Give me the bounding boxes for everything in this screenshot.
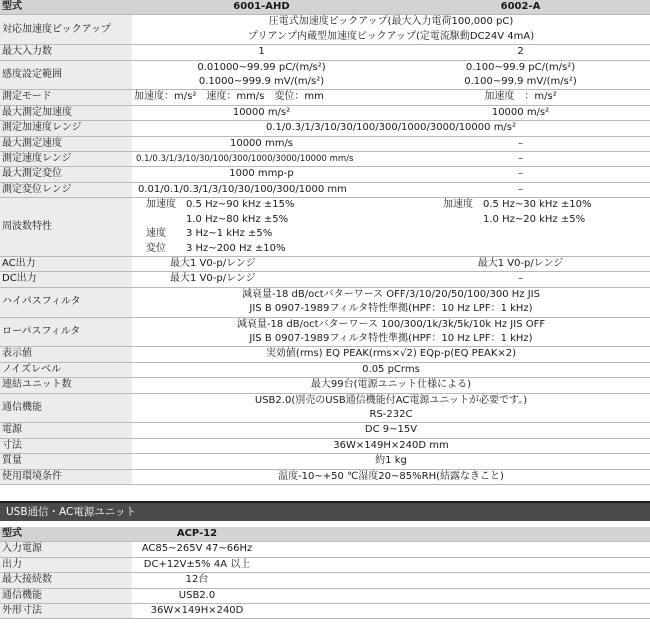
row-label: 最大接続数 [0,573,132,588]
table-row-comm [0,393,650,423]
ac-out-6002: 最大1 V0-p/レンジ [477,257,564,269]
row-label: ローパスフィルタ [0,317,132,347]
hpf-line1: 減衰量-18 dB/octバターワース OFF/3/10/20/50/100/300 Hz JIS [242,288,540,300]
row-label: 感度設定範囲 [0,60,132,90]
freq2-accel-1: 0.5 Hz~30 kHz ±10% [483,199,592,211]
row-label: 測定速度レンジ [0,152,132,167]
display-value: 実効値(rms) EQ PEAK(rms×√2) EQp-p(EQ PEAK×2) [265,348,517,360]
freq-accel-name: 加速度 [146,199,176,211]
row-label: ハイパスフィルタ [0,287,132,317]
freq-vel: 3 Hz~1 kHz ±5% [186,228,273,240]
freq-disp: 3 Hz~200 Hz ±10% [186,242,286,254]
row-label: 表示値 [0,347,132,362]
usb-section-title: USB通信・AC電源ユニット [0,501,650,521]
table-row-disp-range [0,182,650,197]
vel-range-6002: – [518,153,523,165]
row-value: USB2.0 [178,589,216,601]
freq-disp-name: 変位 [146,242,166,254]
max-accel-6001: 10000 m/s² [232,106,291,118]
table-row-sensitivity [0,60,650,90]
row-label: 通信機能 [0,588,132,603]
lpf-line1: 減衰量-18 dB/octバターワース 100/300/1k/3k/5k/10k Hz JIS OFF [236,318,546,330]
table-row-pickup [0,15,650,45]
table-row [0,557,650,572]
row-label: 測定変位レンジ [0,182,132,197]
freq2-accel-2: 1.0 Hz~20 kHz ±5% [483,213,586,225]
usb-model: ACP-12 [132,527,262,542]
max-disp-6001: 1000 mmp-p [229,168,294,180]
sensitivity-6002-pc: 0.100~99.9 pC/(m/s²) [465,61,576,73]
max-vel-6002: – [518,137,523,149]
table-row-mode [0,90,650,105]
power-value: DC 9~15V [364,424,418,436]
row-label: AC出力 [0,256,132,271]
table-row-accel-range [0,121,650,136]
freq-vel-name: 速度 [146,228,166,240]
env-value: 温度-10~+50 ℃湿度20~85%RH(結露なきこと) [278,470,504,482]
model-6002: 6002-A [391,0,650,15]
disp-range-6001: 0.01/0.1/0.3/1/3/10/30/100/300/1000 mm [138,183,347,195]
table-row-max-disp [0,167,650,182]
table-row-dc-out [0,272,650,287]
table-row-hpf [0,287,650,317]
usb-header-label: 型式 [0,527,132,542]
freq2-accel-name: 加速度 [443,199,473,211]
mass-value: 約1 kg [375,455,407,467]
table-row-max-vel [0,136,650,151]
table-row-vel-range [0,152,650,167]
comm-line1: USB2.0(別売のUSB通信機能付AC電源ユニットが必要です。) [254,394,528,406]
table-header-row [0,0,650,15]
table-row-lpf [0,317,650,347]
table-row-max-accel [0,105,650,120]
table-row-freq [0,198,650,257]
hpf-line2: JIS B 0907-1989フィルタ特性準拠(HPF：10 Hz LPF：1 kHz) [249,303,533,315]
row-label: 最大測定加速度 [0,105,132,120]
row-label: 最大測定速度 [0,136,132,151]
row-label: 出力 [0,557,132,572]
table-row [0,542,650,557]
row-label: 周波数特性 [0,198,132,257]
table-row-size [0,438,650,453]
table-row-power [0,423,650,438]
dc-out-6001: 最大1 V0-p/レンジ [170,273,256,285]
table-row-env [0,469,650,484]
table-row [0,604,650,619]
sensitivity-6001-mv: 0.1000~999.9 mV/(m/s²) [198,76,325,88]
row-label: 外形寸法 [0,604,132,619]
table-row-display [0,347,650,362]
dc-out-6002: – [518,273,523,285]
row-label: 質量 [0,454,132,469]
row-label: 連結ユニット数 [0,378,132,393]
vel-range-6001: 0.1/0.3/1/3/10/30/100/300/1000/3000/10000 mm/s [136,154,354,165]
sensitivity-6001-pc: 0.01000~99.99 pC/(m/s²) [197,61,326,73]
disp-range-6002: – [518,183,523,195]
row-label: 最大測定変位 [0,167,132,182]
comm-line2: RS-232C [369,408,413,420]
row-label: 通信機能 [0,393,132,423]
table-row-max-inputs [0,45,650,60]
noise-value: 0.05 pCrms [362,363,420,375]
row-label: 使用環境条件 [0,469,132,484]
max-disp-6002: – [518,168,523,180]
max-inputs-6001: 1 [258,46,265,58]
table-row-mass [0,454,650,469]
row-label: 入力電源 [0,542,132,557]
freq-accel-1: 0.5 Hz~90 kHz ±15% [186,199,295,211]
row-value: 36W×149H×240D [150,605,244,617]
table-row-units [0,378,650,393]
mode-6002: 加速度 ：m/s² [484,91,557,103]
table-row-noise [0,362,650,377]
max-vel-6001: 10000 mm/s [229,137,294,149]
row-label: 電源 [0,423,132,438]
model-6001: 6001-AHD [132,0,391,15]
ac-out-6001: 最大1 V0-p/レンジ [170,257,256,269]
row-value: AC85~265V 47~66Hz [141,543,253,555]
row-label: 測定モード [0,90,132,105]
row-label: 寸法 [0,438,132,453]
usb-spec-table [0,527,650,619]
max-accel-6002: 10000 m/s² [491,106,550,118]
mode-6001: 加速度：m/s² 速度：mm/s 変位：mm [134,91,324,103]
row-label: DC出力 [0,272,132,287]
row-label: 対応加速度ピックアップ [0,15,132,45]
freq-accel-2: 1.0 Hz~80 kHz ±5% [186,213,289,225]
row-value: DC+12V±5% 4A 以上 [143,558,251,570]
row-value: 12台 [185,574,209,586]
sensitivity-6002-mv: 0.100~99.9 mV/(m/s²) [464,76,577,88]
pickup-line1: 圧電式加速度ピックアップ(最大入力電荷100,000 pC) [268,16,514,28]
size-value: 36W×149H×240D mm [333,439,449,451]
lpf-line2: JIS B 0907-1989フィルタ特性準拠(HPF：10 Hz LPF：1 kHz) [249,332,533,344]
pickup-line2: プリアンプ内蔵型加速度ピックアップ(定電流駆動DC24V 4mA) [247,30,535,42]
accel-range-value: 0.1/0.3/1/3/10/30/100/300/1000/3000/10000 m/s² [265,122,517,134]
row-label: 測定加速度レンジ [0,121,132,136]
header-label: 型式 [0,0,132,15]
table-row [0,588,650,603]
row-label: 最大入力数 [0,45,132,60]
table-row [0,573,650,588]
max-inputs-6002: 2 [517,46,524,58]
table-row-ac-out [0,256,650,271]
usb-header-row [0,527,650,542]
row-label: ノイズレベル [0,362,132,377]
units-value: 最大99台(電源ユニット仕様による) [310,379,472,391]
